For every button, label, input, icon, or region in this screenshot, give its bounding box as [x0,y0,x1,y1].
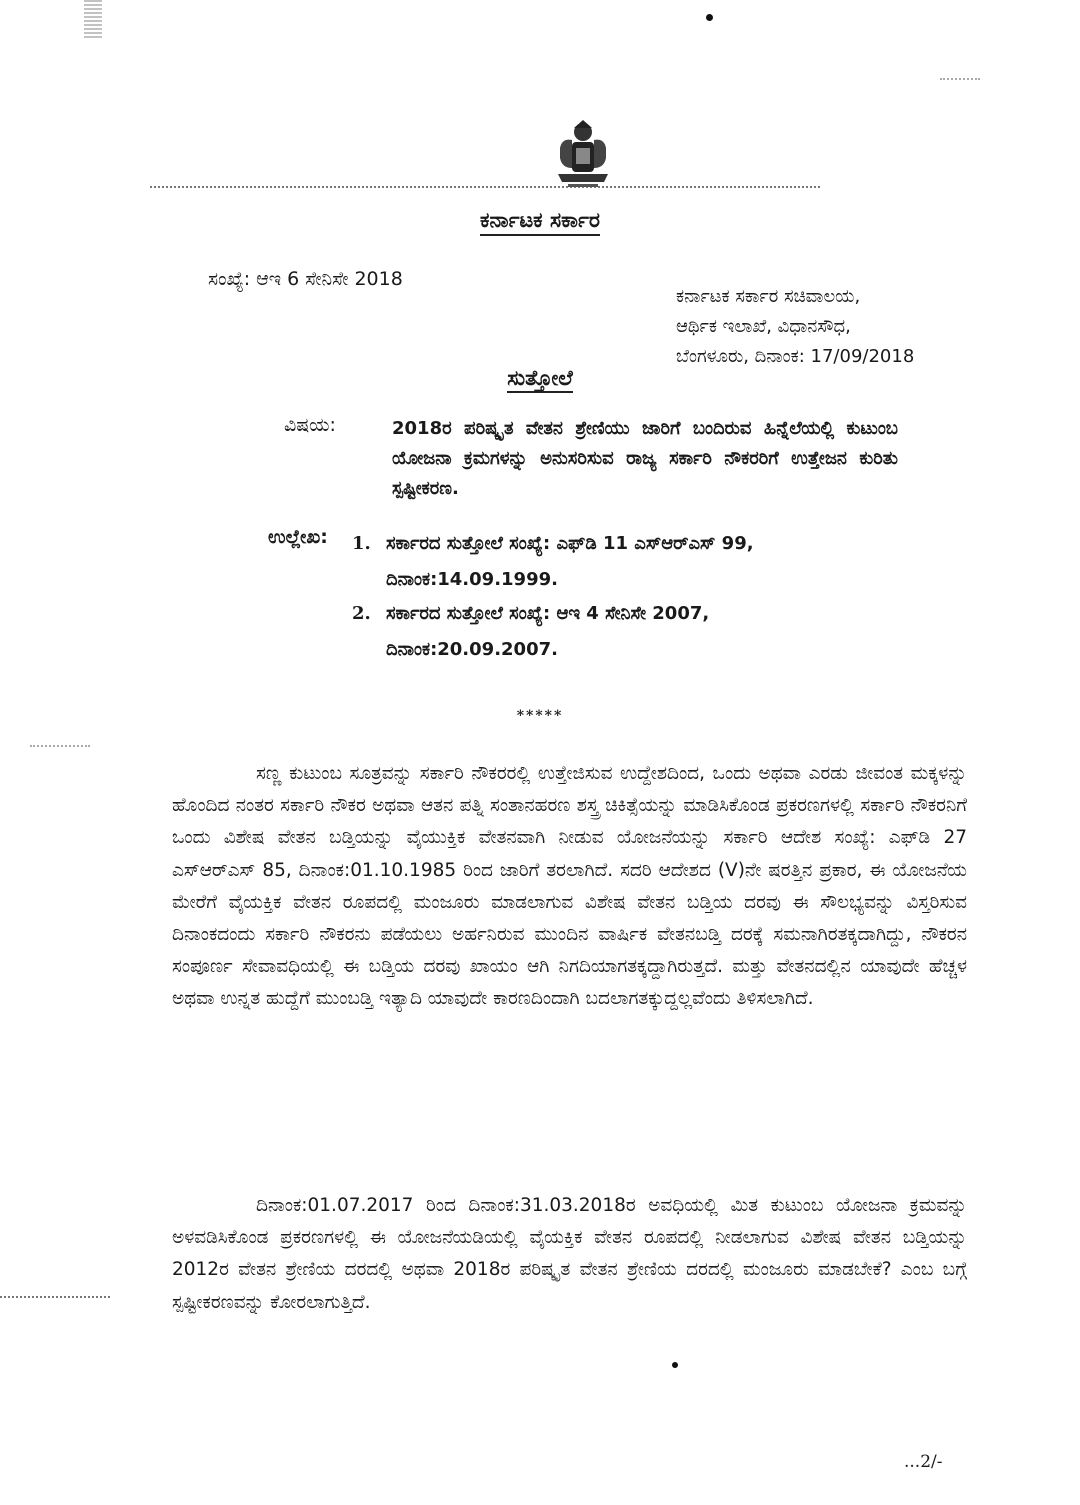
body-paragraph: ದಿನಾಂಕ:01.07.2017 ರಿಂದ ದಿನಾಂಕ:31.03.2018ರ ಅವಧಿಯಲ್ಲಿ ಮಿತ ಕುಟುಂಬ ಯೋಜನಾ ಕ್ರಮವನ್ನು ಅಳವಡಿಸಿಕೊಂಡ ಪ್ರಕರಣಗಳಲ್ಲಿ ಈ ಯೋಜನೆಯಡಿಯಲ್ಲಿ ವೈಯಕ್ತಿಕ ವೇತನ ರೂಪದಲ್ಲಿ ನೀಡಲಾಗುವ ವಿಶೇಷ ವೇತನ ಬಡ್ತಿಯನ್ನು 2012ರ ವೇತನ ಶ್ರೇಣಿಯ ದರದಲ್ಲಿ ಅಥವಾ 2018ರ ಪರಿಷ್ಕೃತ ವೇತನ ಶ್ರೇಣಿಯ ದರದಲ್ಲಿ ಮಂಜೂರು ಮಾಡಬೇಕೆ? ಎಂಬ ಬಗ್ಗೆ ಸ್ಪಷ್ಟೀಕರಣವನ್ನು ಕೋರಲಾಗುತ್ತಿದೆ. [172,1195,967,1313]
scan-dotted-line [30,745,90,747]
scan-dotted-line [940,78,980,80]
reference-item [386,526,896,598]
reference-item [386,596,896,668]
scan-dotted-line [150,186,820,188]
scan-edge-mark [84,0,102,40]
page-continuation-marker: ...2/- [904,1452,943,1472]
reference-number: 2. [352,603,371,624]
references-label: ಉಲ್ಲೇಖ: [268,526,328,548]
reference-date: ದಿನಾಂಕ:14.09.1999. [386,569,558,590]
scan-speck [672,1362,678,1368]
government-heading: ಕರ್ನಾಟಕ ಸರ್ಕಾರ [0,208,1080,233]
order-reference-number: ಸಂಖ್ಯೆ: ಆಇ 6 ಸೇನಿಸೇ 2018 [208,268,403,290]
address-line-date: ಬೆಂಗಳೂರು, ದಿನಾಂಕ: 17/09/2018 [676,346,915,367]
reference-number: 1. [352,533,371,554]
karnataka-emblem-icon [548,118,618,190]
reference-line: ಸರ್ಕಾರದ ಸುತ್ತೋಲೆ ಸಂಖ್ಯೆ: ಆಇ 4 ಸೇನಿಸೇ 2007, [386,603,710,624]
subject-label: ವಿಷಯ: [284,414,336,436]
office-address [676,282,914,372]
scan-dotted-line [0,1296,110,1298]
section-separator: ***** [516,708,564,724]
subject-text: 2018ರ ಪರಿಷ್ಕೃತ ವೇತನ ಶ್ರೇಣಿಯು ಜಾರಿಗೆ ಬಂದಿರುವ ಹಿನ್ನೆಲೆಯಲ್ಲಿ ಕುಟುಂಬ ಯೋಜನಾ ಕ್ರಮಗಳನ್ನು ಅನುಸರಿಸುವ ರಾಜ್ಯ ಸರ್ಕಾರಿ ನೌಕರರಿಗೆ ಉತ್ತೇಜನ ಕುರಿತು ಸ್ಪಷ್ಟೀಕರಣ. [392,418,898,499]
document-title: ಸುತ್ತೋಲೆ [0,366,1080,391]
reference-date: ದಿನಾಂಕ:20.09.2007. [386,639,558,660]
address-line: ಕರ್ನಾಟಕ ಸರ್ಕಾರ ಸಚಿವಾಲಯ, [676,286,861,307]
address-line: ಆರ್ಥಿಕ ಇಲಾಖೆ, ವಿಧಾನಸೌಧ, [676,316,851,337]
scan-speck [706,14,713,21]
body-paragraph: ಸಣ್ಣ ಕುಟುಂಬ ಸೂತ್ರವನ್ನು ಸರ್ಕಾರಿ ನೌಕರರಲ್ಲಿ ಉತ್ತೇಜಿಸುವ ಉದ್ದೇಶದಿಂದ, ಒಂದು ಅಥವಾ ಎರಡು ಜೀವಂತ ಮಕ್ಕಳನ್ನು ಹೊಂದಿದ ನಂತರ ಸರ್ಕಾರಿ ನೌಕರ ಅಥವಾ ಆತನ ಪತ್ನಿ ಸಂತಾನಹರಣ ಶಸ್ತ್ರ ಚಿಕಿತ್ಸೆಯನ್ನು ಮಾಡಿಸಿಕೊಂಡ ಪ್ರಕರಣಗಳಲ್ಲಿ ಸರ್ಕಾರಿ ನೌಕರನಿಗೆ ಒಂದು ವಿಶೇಷ ವೇತನ ಬಡ್ತಿಯನ್ನು ವೈಯುಕ್ತಿಕ ವೇತನವಾಗಿ ನೀಡುವ ಯೋಜನೆಯನ್ನು ಸರ್ಕಾರಿ ಆದೇಶ ಸಂಖ್ಯೆ: ಎಫ್‌ಡಿ 27 ಎಸ್‌ಆರ್‌ಎಸ್ 85, ದಿನಾಂಕ:01.10.1985 ರಿಂದ ಜಾರಿಗೆ ತರಲಾಗಿದೆ. ಸದರಿ ಆದೇಶದ (V)ನೇ ಷರತ್ತಿನ ಪ್ರಕಾರ, ಈ ಯೋಜನೆಯ ಮೇರೆಗೆ ವೈಯಕ್ತಿಕ ವೇತನ ರೂಪದಲ್ಲಿ ಮಂಜೂರು ಮಾಡಲಾಗುವ ವಿಶೇಷ ವೇತನ ಬಡ್ತಿಯ ದರವು ಈ ಸೌಲಭ್ಯವನ್ನು ವಿಸ್ತರಿಸುವ ದಿನಾಂಕದಂದು ಸರ್ಕಾರಿ ನೌಕರನು ಪಡೆಯಲು ಅರ್ಹನಿರುವ ಮುಂದಿನ ವಾರ್ಷಿಕ ವೇತನಬಡ್ತಿ ದರಕ್ಕೆ ಸಮನಾಗಿರತಕ್ಕದಾಗಿದ್ದು, ನೌಕರನ ಸಂಪೂರ್ಣ ಸೇವಾವಧಿಯಲ್ಲಿ ಈ ಬಡ್ತಿಯ ದರವು ಖಾಯಂ ಆಗಿ ನಿಗದಿಯಾಗತಕ್ಕದ್ದಾಗಿರುತ್ತದೆ. ಮತ್ತು ವೇತನದಲ್ಲಿನ ಯಾವುದೇ ಹೆಚ್ಚಳ ಅಥವಾ ಉನ್ನತ ಹುದ್ದೆಗೆ ಮುಂಬಡ್ತಿ ಇತ್ಯಾದಿ ಯಾವುದೇ ಕಾರಣದಿಂದಾಗಿ ಬದಲಾಗತಕ್ಕುದ್ದಲ್ಲವೆಂದು ತಿಳಿಸಲಾಗಿದೆ. [172,763,967,1010]
reference-line: ಸರ್ಕಾರದ ಸುತ್ತೋಲೆ ಸಂಖ್ಯೆ: ಎಫ್‌ಡಿ 11 ಎಸ್‌ಆರ್‌ಎಸ್ 99, [386,533,754,554]
